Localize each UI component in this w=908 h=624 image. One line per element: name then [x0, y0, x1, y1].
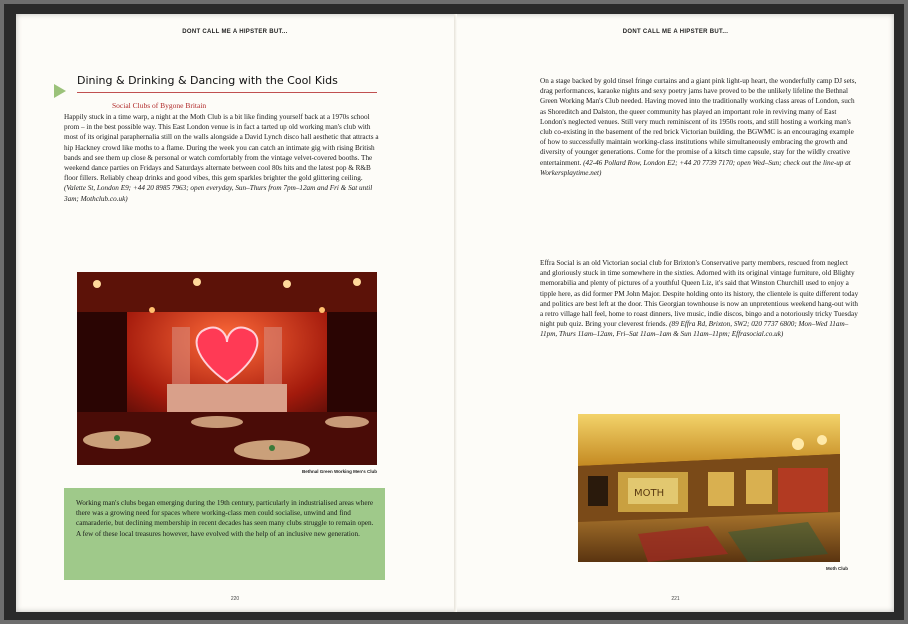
- info-box-text: Working man's clubs began emerging during the 19th century, particularly in industrialised areas where there was a growing need for spaces where working-class men could socialise, unwind and find camaraderie, but declining membership in recent decades has seen many clubs struggle to remain open. A few of these local treasures however, have evolved with the help of an inclusive new generation.: [76, 499, 374, 538]
- book-spread: [16, 14, 894, 612]
- right-page-number: 221: [671, 596, 680, 602]
- moth-club-photo: [578, 414, 840, 562]
- subhead: Social Clubs of Bygone Britain: [112, 101, 207, 110]
- right-para-1-info: (42-46 Pollard Row, London E2; +44 20 7739 7170; open Wed–Sun; check out the line-up at Workersplaytime.net): [540, 158, 851, 177]
- bethnal-green-photo: [77, 272, 377, 465]
- right-para-1: [540, 76, 860, 178]
- right-para-2-info: (89 Effra Rd, Brixton, SW2; 020 7737 6800; Mon–Wed 11am–11pm, Thurs 11am–12am, Fri–Sat 11am–1am & Sun 11am–11pm; Effrasocial.co.uk): [540, 320, 849, 339]
- left-body-info: (Valette St, London E9; +44 20 8985 7963; open everyday, Sun–Thurs from 7pm–12am and Fri & Sat until 3am; Mothclub.co.uk): [64, 184, 373, 203]
- right-para-2-text: Effra Social is an old Victorian social club for Brixton's Conservative party members, rescued from neglect and gloriously stuck in time somewhere in the sixties. Adorned with its original vintage furniture, old Blighty memorabilia and plenty of pictures of a youthful Queen Liz, it's said that Winston Churchill used to enjoy a tipple here, as did former PM John Major. Despite holding onto its history, the clientele is quite different today and politics are best left at the door. This Georgian townhouse is now an unpretentious weekend hang-out with a retro village hall feel, home to roast dinners, live music, indie discos, bingo and a notoriously tricky Tuesday night pub quiz. Bring your cleverest friends.: [540, 259, 859, 329]
- right-running-head: DONT CALL ME A HIPSTER BUT...: [622, 29, 729, 35]
- bethnal-green-caption: Bethnal Green Working Men's Club: [302, 469, 377, 474]
- left-running-head: DONT CALL ME A HIPSTER BUT...: [182, 29, 288, 35]
- right-para-2: [540, 258, 860, 340]
- left-page-number: 220: [230, 596, 240, 602]
- left-body-text: Happily stuck in a time warp, a night at the Moth Club is a bit like finding yourself back at a 1970s school prom – in the best possible way. This East London venue is in fact a tarted up old working man's club with most of its original paraphernalia still on the walls alongside a David Lynch disco hall aesthetic that attracts a hip Hackney crowd like moths to a flame. During the week you can catch an intimate gig with rising British bands and see them up close & personal or watch comfortably from the vintage velvet-covered booths. The weekend dance parties on Fridays and Saturdays alternate between cool 80s hits and the latest pop & R&B floor fillers. Reliably cheap drinks and good vibes, this gem sparkles brighter the gold glittering ceiling.: [64, 113, 379, 183]
- bethnal-green-photo-illustration: [77, 272, 377, 465]
- section-arrow-icon: [54, 84, 66, 98]
- left-page: [16, 14, 454, 612]
- moth-club-photo-illustration: [578, 414, 840, 562]
- left-body: [64, 112, 386, 204]
- section-title: Dining & Drinking & Dancing with the Cool Kids: [77, 74, 377, 93]
- right-para-1-text: On a stage backed by gold tinsel fringe curtains and a giant pink light-up heart, the wonderfully camp DJ sets, drag performances, karaoke nights and sexy poetry jams have proved to be the unlikely lifeline the Bethnal Green Working Man's Club needed. Having moved into the traditionally working class areas of London, such as Shoreditch and Dalston, the queer community has played an important role in reviving many of East London's neglected venues. Still very much reminiscent of its 1950s roots, and still hosting a working man's club co-existing in the basement of the red brick Victorian building, the BGWMC is an encouraging example of how to successfully maintain working-class institutions while simultaneously embracing the growth and diversity of younger generations. Come for the promise of a kitsch time capsule, stay for the wildly creative entertainment.: [540, 77, 857, 167]
- viewer-frame: [4, 4, 904, 620]
- moth-club-caption: Moth Club: [826, 566, 848, 571]
- right-page: [457, 14, 894, 612]
- moth-sign: MOTH: [634, 488, 665, 499]
